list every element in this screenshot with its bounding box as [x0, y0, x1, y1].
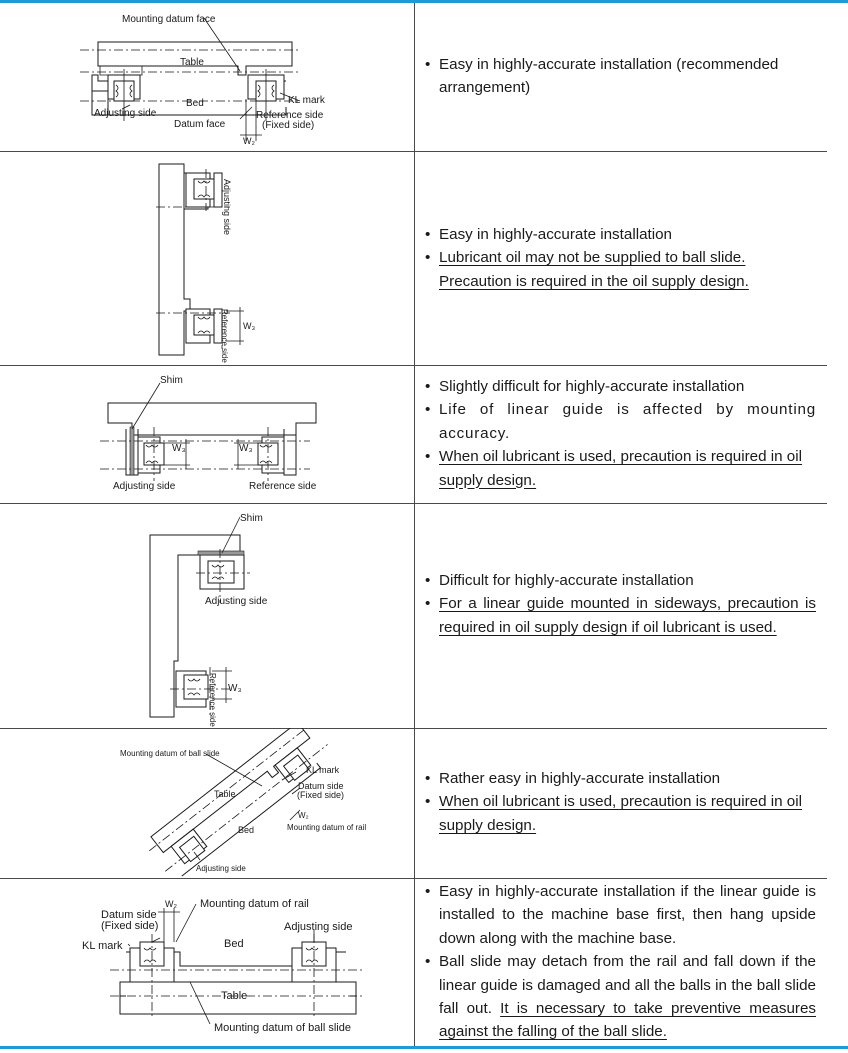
label-mounting-datum-rail: Mounting datum of rail [287, 823, 367, 832]
label-fixed-side: (Fixed side) [101, 920, 159, 932]
label-mounting-datum-ball-slide: Mounting datum of ball slide [120, 749, 220, 758]
underlined-text: For a linear guide mounted in sideways, precaution is required in oil supply design if oil lubricant is used. [439, 595, 816, 636]
label-w3: W₃ [243, 321, 256, 331]
label-mounting-datum-face: Mounting datum face [122, 14, 216, 25]
label-kl-mark: KL mark [288, 95, 325, 106]
label-w2: W₂ [243, 136, 255, 146]
list-item [424, 445, 816, 492]
label-w3-left: W₃ [172, 443, 186, 454]
label-adjusting-side: Adjusting side [196, 864, 246, 873]
label-mounting-datum-ball-slide: Mounting datum of ball slide [214, 1022, 351, 1034]
label-fixed-side: (Fixed side) [297, 790, 345, 800]
label-adjusting-side: Adjusting side [284, 921, 353, 933]
list-item [424, 790, 816, 837]
label-kl-mark: KL mark [306, 765, 340, 775]
list-item: • Rather easy in highly-accurate installation [424, 767, 816, 790]
table-row [0, 878, 827, 1046]
label-fixed-side: (Fixed side) [262, 120, 315, 131]
label-table: Table [180, 57, 204, 68]
underlined-text: When oil lubricant is used, precaution is required in oil supply design. [439, 448, 803, 489]
bottom-rule [0, 1046, 848, 1049]
label-kl-mark: KL mark [82, 940, 123, 952]
notes-row-1 [424, 223, 816, 293]
label-reference-side: Reference side [249, 481, 317, 492]
plain-text: Ball slide may detach from the rail and fall down if the linear guide is damaged and all the balls in the ball slide fall out. [439, 953, 816, 1018]
underlined-text: It is necessary to take preventive measures against the falling of the ball slide. [439, 1000, 816, 1041]
label-reference-side: Reference side [220, 309, 229, 363]
label-table: Table [214, 789, 236, 799]
notes-row-5 [424, 880, 816, 1044]
figure-inclined [0, 728, 414, 878]
label-table: Table [221, 990, 248, 1002]
label-w3-right: W₃ [239, 443, 253, 454]
label-adjusting-side: Adjusting side [205, 596, 268, 607]
label-w2: W₂ [165, 899, 177, 909]
label-bed: Bed [238, 825, 255, 835]
notes-row-0 [424, 53, 816, 100]
underlined-text: When oil lubricant is used, precaution is required in oil supply design. [439, 793, 803, 834]
table-row [0, 365, 827, 504]
list-item: • Slightly difficult for highly-accurate installation [424, 375, 816, 398]
figure-shim-vertical [0, 503, 414, 728]
list-item: • Easy in highly-accurate installation (recommended arrangement) [424, 53, 816, 100]
figure-vertical-wall [0, 151, 414, 365]
list-item [424, 950, 816, 1044]
table-row [0, 3, 827, 152]
table-row [0, 151, 827, 366]
label-datum-side: Datum side [101, 909, 157, 921]
figure-upside-down [0, 878, 414, 1046]
notes-row-2 [424, 375, 816, 492]
list-item: • Easy in highly-accurate installation [424, 223, 816, 246]
label-bed: Bed [224, 938, 244, 950]
notes-row-3 [424, 569, 816, 639]
label-shim: Shim [160, 375, 183, 386]
list-item: • Easy in highly-accurate installation if the linear guide is installed to the machine base first, then hang upside down along with the machine base. [424, 880, 816, 950]
figure-shim-horizontal [0, 365, 414, 503]
label-adjusting-side: Adjusting side [94, 108, 157, 119]
label-adjusting-side: Adjusting side [222, 179, 232, 236]
notes-row-4 [424, 767, 816, 837]
label-reference-side: Reference side [208, 673, 217, 727]
label-datum-face: Datum face [174, 119, 226, 130]
label-w3: W₃ [228, 683, 242, 694]
label-reference-side: Reference side [256, 110, 324, 121]
label-adjusting-side: Adjusting side [113, 481, 176, 492]
list-item [424, 592, 816, 639]
list-item: • Difficult for highly-accurate installation [424, 569, 816, 592]
list-item [424, 246, 816, 293]
label-w2: W₂ [298, 811, 309, 820]
label-bed: Bed [186, 98, 204, 109]
table-row [0, 503, 827, 729]
underlined-text: Lubricant oil may not be supplied to ball slide. Precaution is required in the oil supply design. [439, 249, 749, 290]
label-datum-side: Datum side [298, 781, 344, 791]
label-mounting-datum-rail: Mounting datum of rail [200, 898, 309, 910]
figure-horizontal-recommended [0, 3, 414, 151]
list-item: • Life of linear guide is affected by mounting accuracy. [424, 398, 816, 445]
table-row [0, 728, 827, 879]
label-shim: Shim [240, 513, 263, 524]
